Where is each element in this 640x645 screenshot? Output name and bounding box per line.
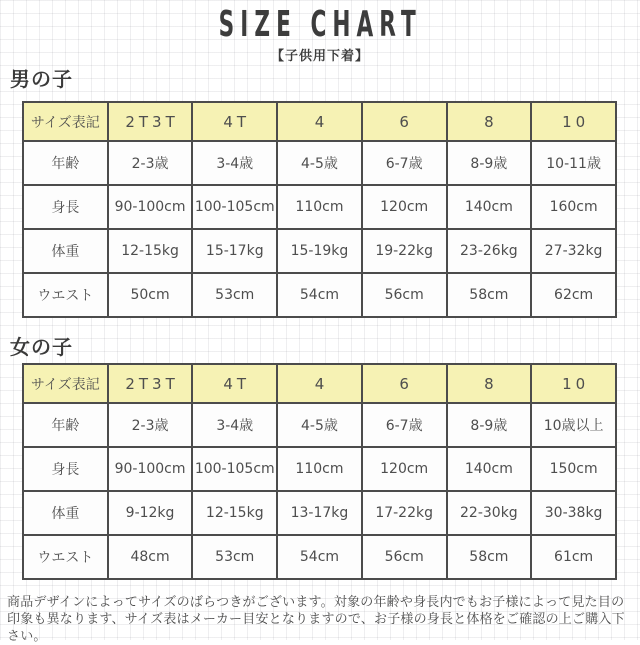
table-cell: 150cm — [531, 447, 616, 491]
table-cell: 120cm — [362, 185, 447, 229]
table-cell: 10-11歳 — [531, 141, 616, 185]
table-cell: 58cm — [447, 273, 532, 317]
row-label: 年齢 — [23, 141, 108, 185]
table-row-age — [23, 403, 616, 447]
table-cell: 4-5歳 — [277, 141, 362, 185]
table-row-height — [23, 447, 616, 491]
table-cell: 56cm — [362, 273, 447, 317]
table-cell: 90-100cm — [108, 185, 193, 229]
table-cell: 9-12kg — [108, 491, 193, 535]
table-cell: 160cm — [531, 185, 616, 229]
column-header-8: 8 — [447, 102, 532, 141]
column-header-10: 10 — [531, 364, 616, 403]
girls-size-table — [22, 363, 617, 580]
table-cell: 3-4歳 — [192, 403, 277, 447]
table-cell: 120cm — [362, 447, 447, 491]
row-label: 身長 — [23, 185, 108, 229]
table-row-weight — [23, 491, 616, 535]
column-header-6: 6 — [362, 102, 447, 141]
column-header-6: 6 — [362, 364, 447, 403]
column-header-4: 4 — [277, 364, 362, 403]
page-subtitle: 【子供用下着】 — [270, 49, 369, 64]
table-header-row — [23, 364, 616, 403]
table-cell: 27-32kg — [531, 229, 616, 273]
table-cell: 13-17kg — [277, 491, 362, 535]
table-cell: 58cm — [447, 535, 532, 579]
table-row-age — [23, 141, 616, 185]
table-cell: 110cm — [277, 447, 362, 491]
table-cell: 140cm — [447, 185, 532, 229]
table-cell: 23-26kg — [447, 229, 532, 273]
table-cell: 22-30kg — [447, 491, 532, 535]
table-row-weight — [23, 229, 616, 273]
table-cell: 50cm — [108, 273, 193, 317]
row-label: ウエスト — [23, 273, 108, 317]
table-cell: 2-3歳 — [108, 403, 193, 447]
column-header-4t: 4T — [192, 102, 277, 141]
table-cell: 48cm — [108, 535, 193, 579]
table-cell: 6-7歳 — [362, 403, 447, 447]
column-header-2t3t: 2T3T — [108, 102, 193, 141]
column-header-size-label: サイズ表記 — [23, 102, 108, 141]
row-label: 年齢 — [23, 403, 108, 447]
table-cell: 15-17kg — [192, 229, 277, 273]
table-cell: 90-100cm — [108, 447, 193, 491]
table-cell: 62cm — [531, 273, 616, 317]
table-cell: 8-9歳 — [447, 141, 532, 185]
table-cell: 6-7歳 — [362, 141, 447, 185]
table-row-waist — [23, 535, 616, 579]
table-cell: 19-22kg — [362, 229, 447, 273]
column-header-size-label: サイズ表記 — [23, 364, 108, 403]
table-cell: 10歳以上 — [531, 403, 616, 447]
table-cell: 140cm — [447, 447, 532, 491]
page-title — [0, 4, 640, 45]
table-row-height — [23, 185, 616, 229]
table-cell: 61cm — [531, 535, 616, 579]
table-cell: 12-15kg — [192, 491, 277, 535]
table-cell: 17-22kg — [362, 491, 447, 535]
table-cell: 100-105cm — [192, 185, 277, 229]
row-label: 身長 — [23, 447, 108, 491]
table-cell: 15-19kg — [277, 229, 362, 273]
table-cell: 4-5歳 — [277, 403, 362, 447]
table-cell: 54cm — [277, 273, 362, 317]
girls-section-heading: 女の子 — [10, 335, 73, 359]
table-cell: 53cm — [192, 273, 277, 317]
row-label: ウエスト — [23, 535, 108, 579]
column-header-4: 4 — [277, 102, 362, 141]
table-cell: 110cm — [277, 185, 362, 229]
boys-section-heading: 男の子 — [10, 67, 73, 91]
table-cell: 53cm — [192, 535, 277, 579]
table-cell: 12-15kg — [108, 229, 193, 273]
table-header-row — [23, 102, 616, 141]
table-cell: 30-38kg — [531, 491, 616, 535]
table-row-waist — [23, 273, 616, 317]
footer-disclaimer-text: 商品デザインによってサイズのばらつきがございます。対象の年齢や身長内でもお子様によって見た目の印象も異なります、サイズ表はメーカー目安となりますので、お子様の身長と体格をご確認の上ご購入下さい。 — [7, 595, 625, 644]
column-header-2t3t: 2T3T — [108, 364, 193, 403]
row-label: 体重 — [23, 491, 108, 535]
column-header-4t: 4T — [192, 364, 277, 403]
table-cell: 54cm — [277, 535, 362, 579]
table-cell: 100-105cm — [192, 447, 277, 491]
row-label: 体重 — [23, 229, 108, 273]
table-cell: 56cm — [362, 535, 447, 579]
column-header-8: 8 — [447, 364, 532, 403]
page-title-text: SIZE CHART — [218, 4, 422, 45]
table-cell: 2-3歳 — [108, 141, 193, 185]
table-cell: 3-4歳 — [192, 141, 277, 185]
column-header-10: 10 — [531, 102, 616, 141]
boys-size-table — [22, 101, 617, 318]
table-cell: 8-9歳 — [447, 403, 532, 447]
